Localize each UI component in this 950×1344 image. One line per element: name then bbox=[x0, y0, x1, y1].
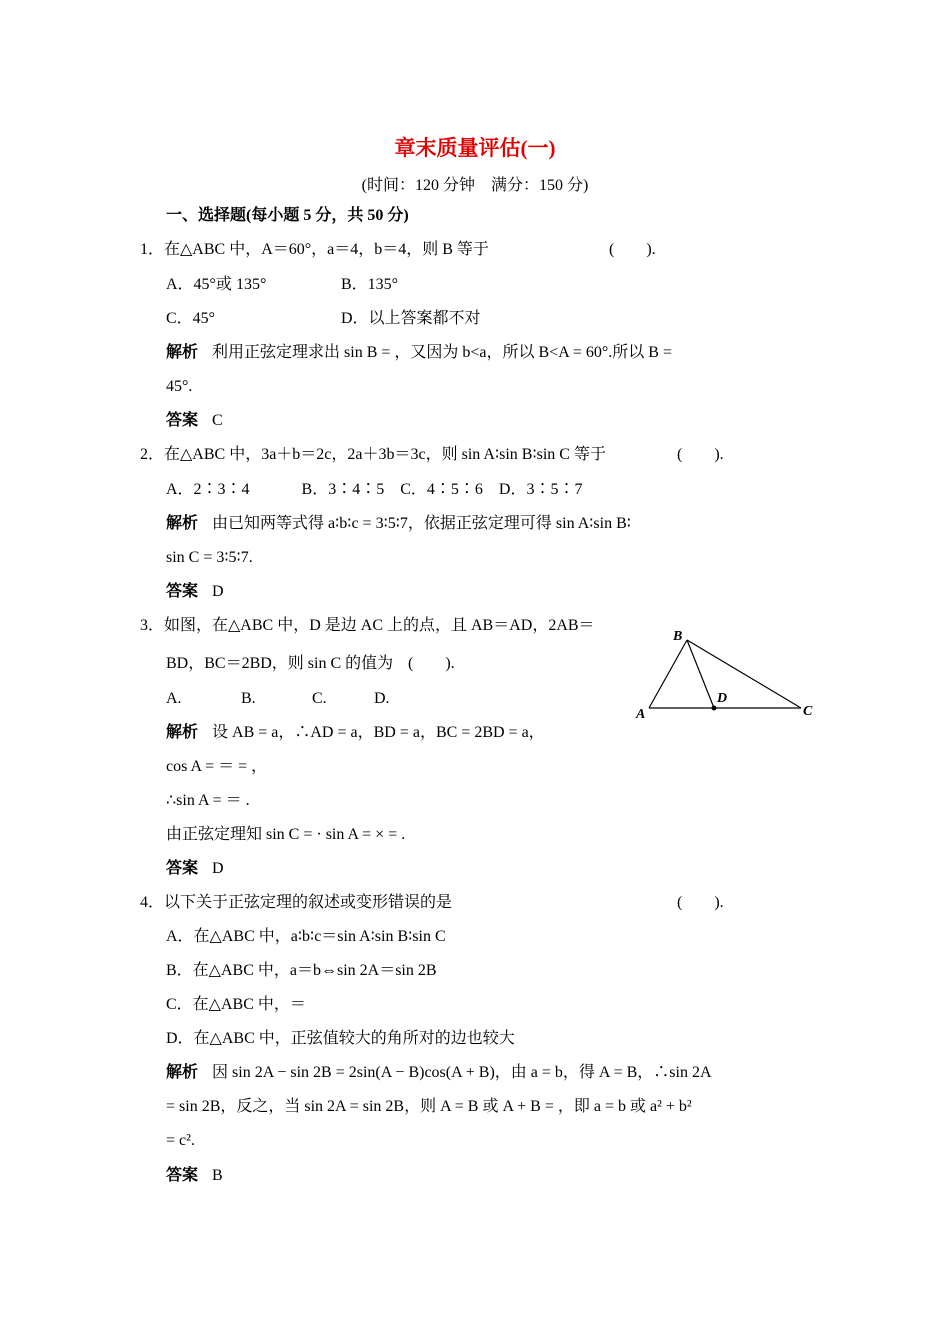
q4-stem: 4．以下关于正弦定理的叙述或变形错误的是 bbox=[140, 894, 453, 911]
answer-label: 答案 bbox=[166, 1167, 199, 1184]
side-ab bbox=[649, 640, 687, 708]
q1-analysis-cont: 45°. bbox=[166, 378, 193, 395]
q3-answer-blank: ( ). bbox=[408, 655, 455, 672]
side-bc bbox=[687, 640, 801, 708]
q4-analysis-text: 因 sin 2A − sin 2B = 2sin(A − B)cos(A + B)，由 a = b，得 A = B，∴sin 2A bbox=[212, 1064, 712, 1081]
q1-analysis-text: 利用正弦定理求出 sin B = ，又因为 b<a，所以 B<A = 60°.所以 B = bbox=[212, 344, 672, 361]
q1-analysis bbox=[166, 343, 672, 363]
q2-answer-value: D bbox=[212, 583, 224, 600]
q1-option-a: A．45°或 135° bbox=[166, 276, 267, 293]
vertex-c-label: C bbox=[803, 704, 813, 719]
q3-answer-value: D bbox=[212, 860, 224, 877]
q3-option-b: B. bbox=[241, 690, 256, 707]
section-heading: 一、选择题(每小题 5 分，共 50 分) bbox=[166, 207, 409, 224]
q4-option-d: D．在△ABC 中，正弦值较大的角所对的边也较大 bbox=[166, 1030, 515, 1047]
q1-option-d: D．以上答案都不对 bbox=[341, 310, 481, 327]
answer-label: 答案 bbox=[166, 412, 199, 429]
q1-option-b: B．135° bbox=[341, 276, 399, 293]
q4-answer-blank: ( ). bbox=[677, 894, 724, 911]
q2-answer bbox=[166, 582, 224, 602]
point-d bbox=[712, 706, 717, 711]
vertex-d-label: D bbox=[717, 691, 728, 706]
q4-option-c: C．在△ABC 中，＝ bbox=[166, 996, 306, 1013]
q2-options: A．2∶3∶4 B．3∶4∶5 C．4∶5∶6 D．3∶5∶7 bbox=[166, 481, 583, 498]
q3-analysis-line3: ∴sin A = ＝ . bbox=[166, 792, 250, 809]
q1-stem: 1．在△ABC 中，A＝60°，a＝4，b＝4，则 B 等于 bbox=[140, 241, 489, 258]
q4-option-b: B．在△ABC 中，a＝b⇔sin 2A＝sin 2B bbox=[166, 962, 437, 979]
q3-option-c: C. bbox=[312, 690, 327, 707]
page-title: 章末质量评估(一) bbox=[394, 136, 556, 160]
q3-analysis-line2: cos A = ＝ = ， bbox=[166, 758, 268, 775]
answer-label: 答案 bbox=[166, 583, 199, 600]
vertex-b-label: B bbox=[673, 629, 683, 644]
q1-answer-value: C bbox=[212, 412, 223, 429]
q3-analysis-line4: 由正弦定理知 sin C = · sin A = × = . bbox=[166, 826, 406, 843]
q4-analysis bbox=[166, 1063, 712, 1083]
q1-answer-blank: ( ). bbox=[609, 241, 656, 258]
q3-option-a: A. bbox=[166, 690, 182, 707]
answer-label: 答案 bbox=[166, 860, 199, 877]
q4-analysis-line2: = sin 2B，反之，当 sin 2A = sin 2B，则 A = B 或 A + B = ，即 a = b 或 a² + b² bbox=[166, 1098, 692, 1115]
q4-answer-value: B bbox=[212, 1167, 223, 1184]
q2-analysis bbox=[166, 514, 631, 534]
vertex-a-label: A bbox=[636, 707, 646, 722]
q3-analysis bbox=[166, 723, 545, 743]
q3-option-d: D. bbox=[374, 690, 390, 707]
q2-stem: 2．在△ABC 中，3a＋b＝2c，2a＋3b＝3c，则 sin A∶sin B∶sin C 等于 bbox=[140, 446, 606, 463]
exam-info: (时间：120 分钟 满分：150 分) bbox=[361, 177, 589, 194]
q4-answer bbox=[166, 1166, 223, 1186]
q2-answer-blank: ( ). bbox=[677, 446, 724, 463]
q1-option-c: C．45° bbox=[166, 310, 216, 327]
q3-stem: 3．如图，在△ABC 中，D 是边 AC 上的点，且 AB＝AD，2AB＝ bbox=[140, 617, 595, 634]
q3-answer bbox=[166, 859, 224, 879]
q3-analysis-text: 设 AB = a，∴AD = a，BD = a，BC = 2BD = a， bbox=[212, 724, 545, 741]
segment-bd bbox=[687, 640, 714, 708]
analysis-label: 解析 bbox=[166, 724, 199, 741]
triangle-figure bbox=[630, 622, 830, 726]
q2-analysis-text: 由已知两等式得 a∶b∶c = 3∶5∶7，依据正弦定理可得 sin A∶sin B∶ bbox=[212, 515, 631, 532]
q4-analysis-line3: = c². bbox=[166, 1132, 195, 1149]
q4-option-a: A．在△ABC 中，a∶b∶c＝sin A∶sin B∶sin C bbox=[166, 928, 446, 945]
q1-answer bbox=[166, 411, 223, 431]
q2-analysis-cont: sin C = 3∶5∶7. bbox=[166, 549, 253, 566]
q3-stem-cont: BD，BC＝2BD，则 sin C 的值为 bbox=[166, 655, 394, 672]
analysis-label: 解析 bbox=[166, 1064, 199, 1081]
analysis-label: 解析 bbox=[166, 515, 199, 532]
analysis-label: 解析 bbox=[166, 344, 199, 361]
